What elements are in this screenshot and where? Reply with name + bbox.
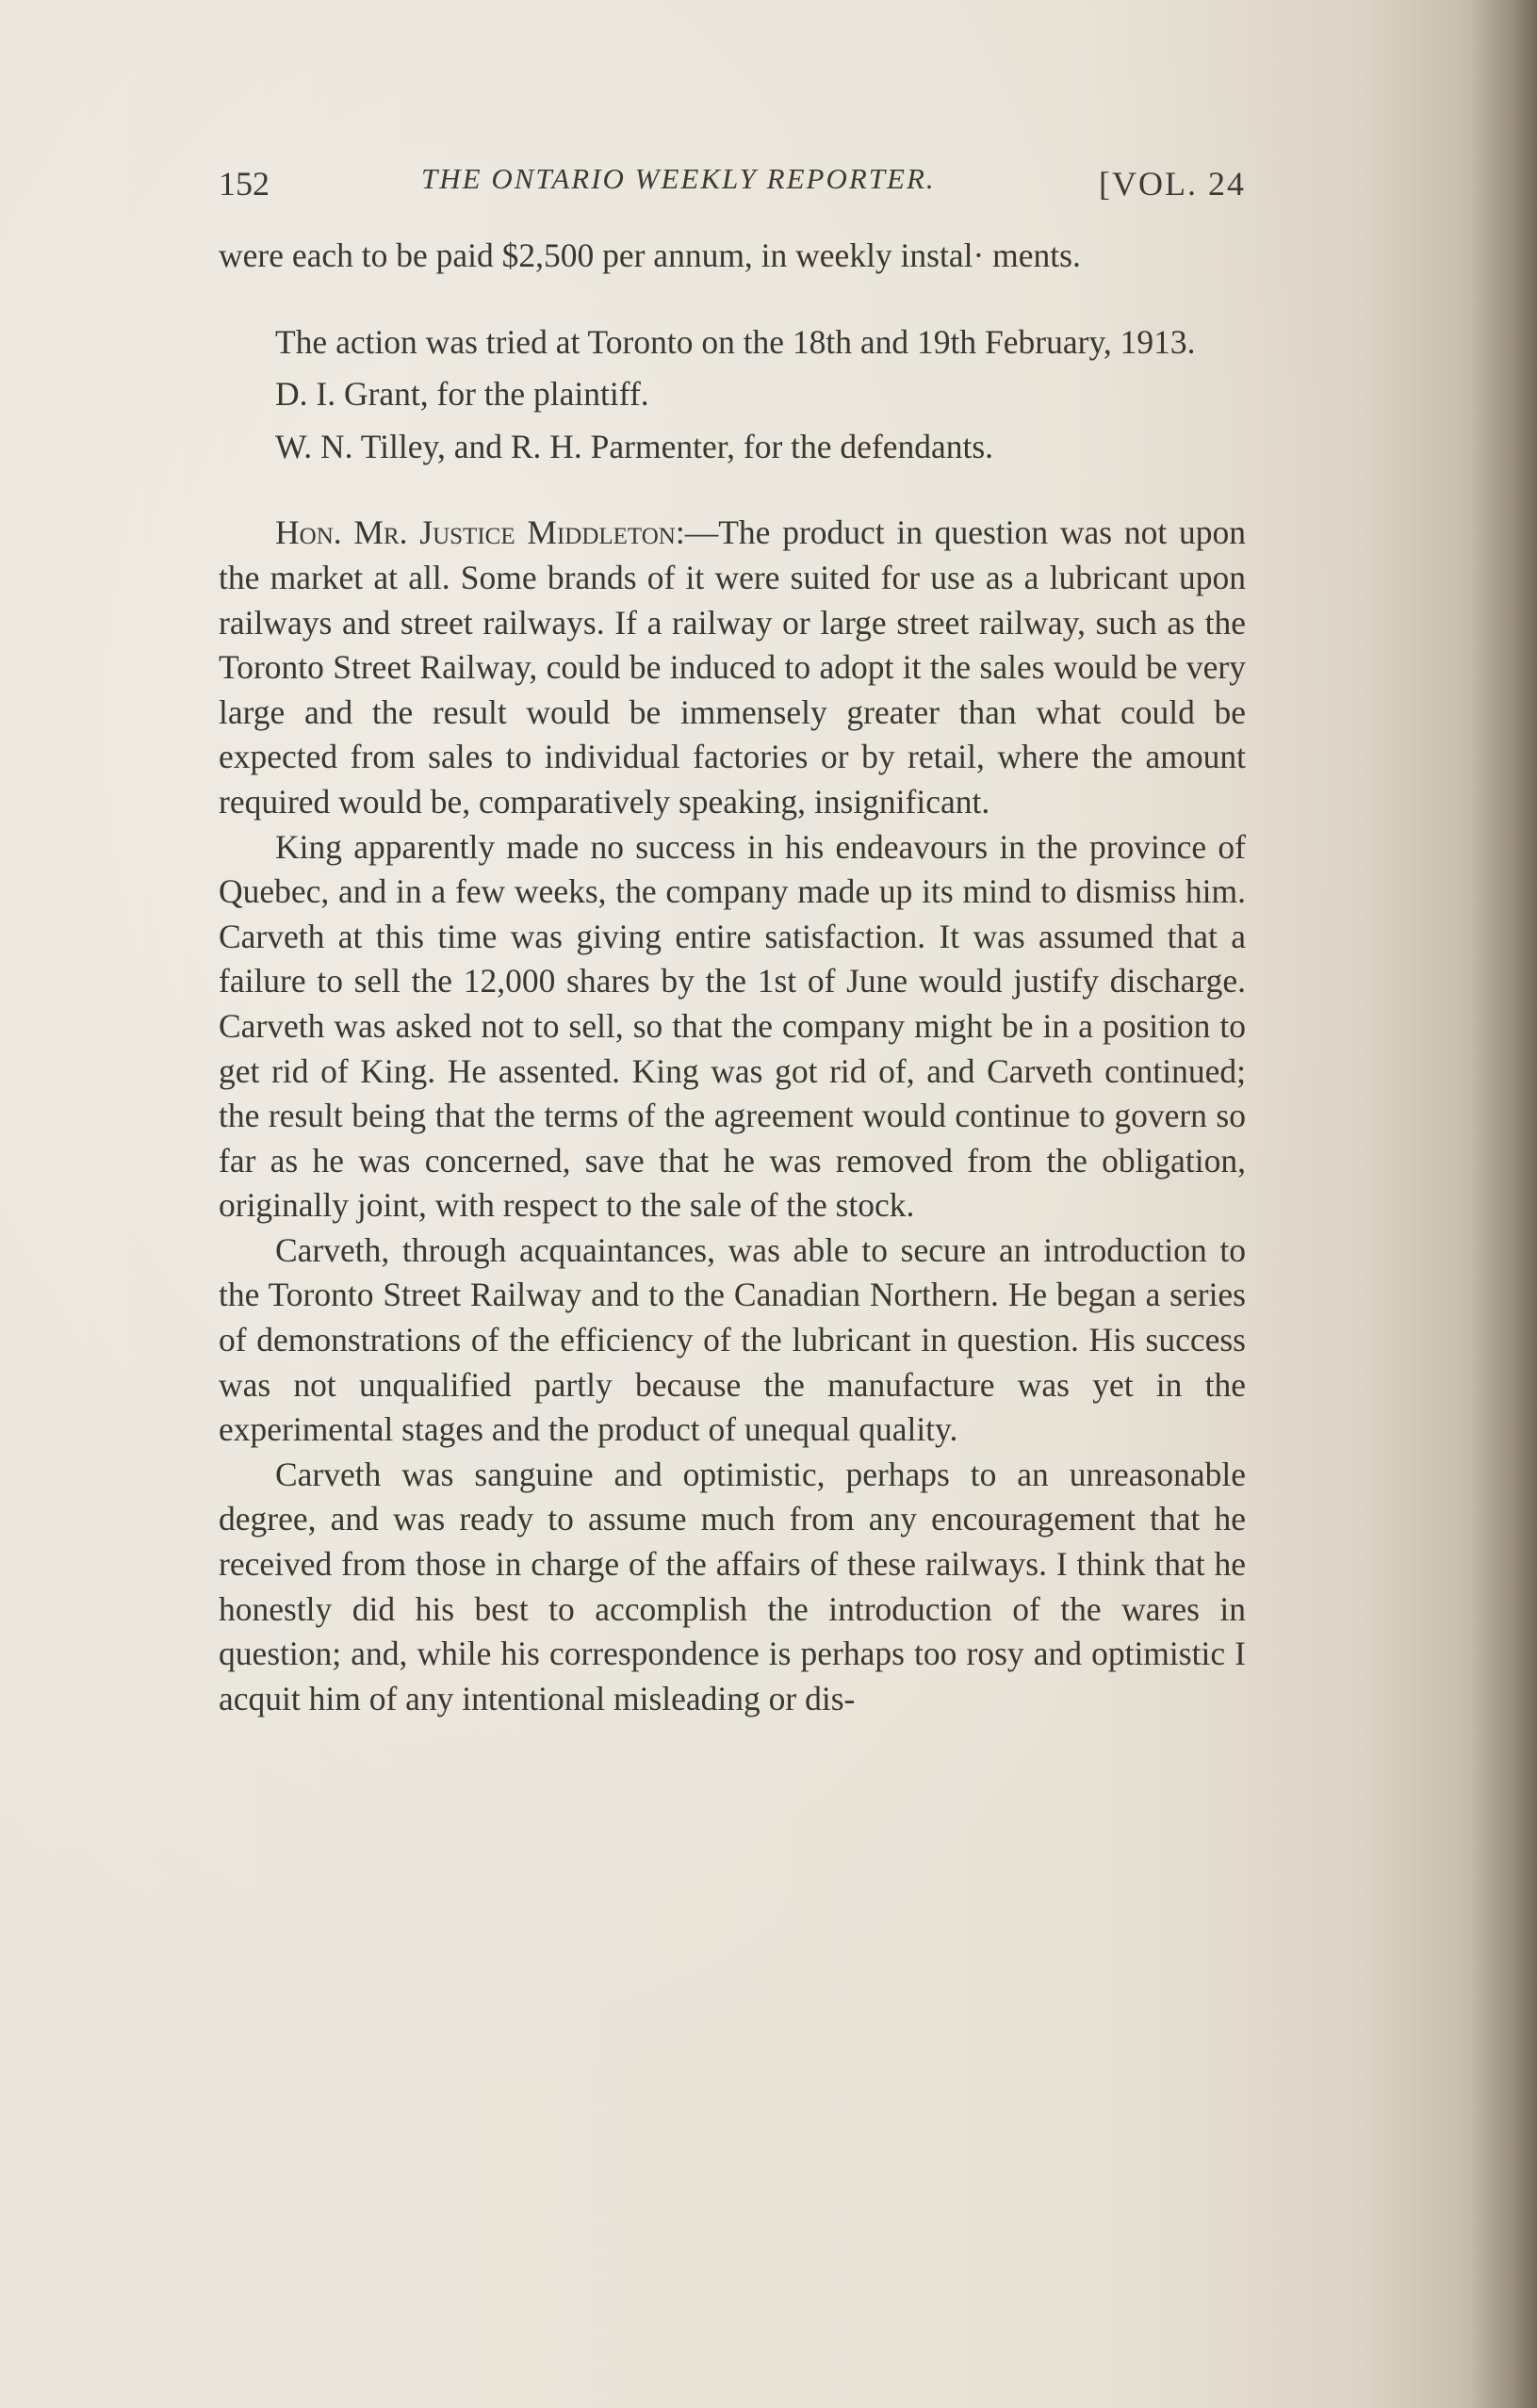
paragraph-carveth-introduction: Carveth, through acquaintances, was able to secure an introduction to the Toronto Street Railway and to the Canadian Northern. He began a series of demonstrations of the efficiency of the lubricant in question. His success was not unqualified partly because the manufacture was yet in the experimental stages and the product of unequal quality. — [219, 1230, 1246, 1449]
paragraph-king: King apparently made no success in his endeavours in the province of Quebec, and in a few weeks, the company made up its mind to dismiss him. Carveth at this time was giving entire satisfaction. It was assumed that a failure to sell the 12,000 shares by the 1st of June would justify discharge. Carveth was asked not to sell, so that the company might be in a position to get rid of King. He assented. King was got rid of, and Carveth continued; the result being that the terms of the agreement would continue to govern so far as he was concerned, save that he was removed from the obligation, originally joint, with respect to the sale of the stock. — [219, 827, 1246, 1225]
binding-gutter-shadow — [1471, 0, 1537, 2408]
counsel-defendants: W. N. Tilley, and R. H. Parmenter, for the defendants. — [275, 427, 994, 465]
paragraph-carveth-optimism: Carveth was sanguine and optimistic, perhaps to an unreasonable degree, and was ready to assume much from any encouragement that he received from those in charge of the affairs of these railways. I think that he honestly did his best to accomplish the introduction of the wares in question; and, while his correspondence is perhaps too rosy and optimistic I acquit him of any intentional misleading or dis- — [219, 1455, 1246, 1717]
volume-number: [VOL. 24 — [1099, 165, 1246, 203]
running-header — [219, 158, 1246, 215]
paragraph-trial-details: The action was tried at Toronto on the 18th and 19th February, 1913. — [275, 322, 1196, 361]
counsel-plaintiff: D. I. Grant, for the plaintiff. — [275, 375, 649, 414]
page-number: 152 — [219, 165, 270, 203]
running-title: THE ONTARIO WEEKLY REPORTER. — [421, 162, 936, 195]
judgment-opening-text: :—The product in question was not upon the market at all. Some brands of it were suited for use as a lubricant upon railways and street railways. If a railway or large street railway, such as the Toronto Street Railway, could be induced to adopt it the sales would be very large and the result would be immensely greater than what could be expected from sales to individual factories or by retail, where the amount required would be, comparatively speaking, insignificant. — [219, 513, 1246, 821]
paragraph-continued: were each to be paid $2,500 per annum, in weekly instal· ments. — [219, 236, 1081, 274]
paragraph-judgment-opening — [219, 511, 1246, 824]
judge-name: Hon. Mr. Justice Middleton — [275, 513, 676, 552]
body-text — [219, 234, 1246, 1721]
